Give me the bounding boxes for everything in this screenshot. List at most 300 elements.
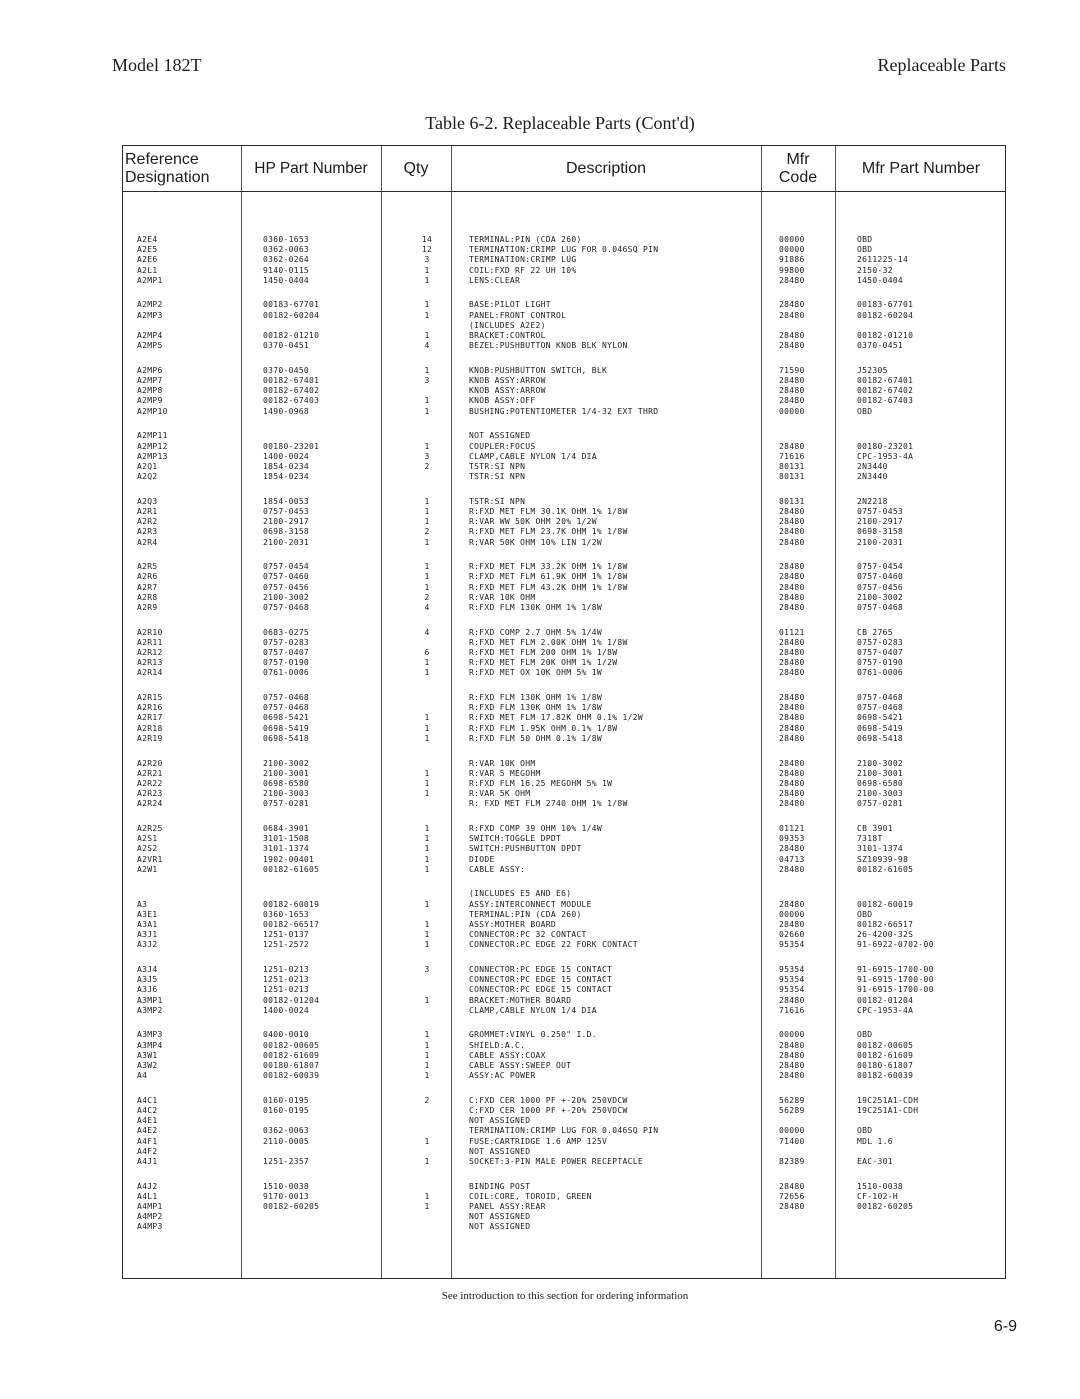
cell-mfr-part-number: 2100-2917 (857, 517, 904, 527)
cell-mfr-part-number: 0761-0006 (857, 668, 904, 678)
table-row (123, 300, 1007, 310)
table-row (123, 1212, 1007, 1222)
cell-qty: 3 (424, 451, 430, 461)
cell-mfr-part-number: 0757-0468 (857, 693, 904, 703)
table-row (123, 985, 1007, 995)
cell-description: TSTR:SI NPN (469, 496, 526, 506)
cell-mfr-part-number: 00180-61807 (857, 1061, 914, 1070)
table-row (123, 572, 1007, 582)
cell-ref-designation: A2MP1 (137, 275, 163, 285)
cell-mfr-code: 00000 (779, 1126, 805, 1136)
cell-ref-designation: A3E1 (137, 909, 158, 919)
cell-hp-part-number: 3101-1374 (263, 844, 310, 854)
cell-ref-designation: A2E4 (137, 235, 158, 244)
cell-ref-designation: A2R2 (137, 517, 158, 527)
header-hp-part-number: HP Part Number (254, 159, 368, 177)
cell-ref-designation: A4J2 (137, 1181, 158, 1191)
cell-description: R:FXD FLM 1.95K OHM 0.1% 1/8W (469, 723, 618, 733)
cell-description: NOT ASSIGNED (469, 1116, 531, 1126)
cell-ref-designation: A2R1 (137, 506, 158, 516)
cell-mfr-code: 28480 (779, 1040, 805, 1050)
cell-qty: 4 (424, 341, 430, 351)
cell-qty: 1 (424, 844, 430, 854)
cell-hp-part-number: 0698-5421 (263, 713, 310, 723)
cell-mfr-code: 28480 (779, 331, 805, 340)
cell-description: TSTR:SI NPN (469, 472, 526, 482)
cell-ref-designation: A4 (137, 1071, 148, 1081)
cell-mfr-part-number: 0757-0190 (857, 658, 904, 668)
cell-mfr-part-number: 00182-00605 (857, 1040, 914, 1050)
table-row (123, 1192, 1007, 1202)
header-mfr-code (761, 146, 835, 191)
table-row (123, 562, 1007, 572)
cell-qty: 1 (424, 789, 430, 799)
cell-hp-part-number: 0683-0275 (263, 627, 310, 637)
cell-qty: 1 (424, 562, 430, 572)
cell-mfr-part-number: 2100-3003 (857, 789, 904, 799)
table-row (123, 789, 1007, 799)
cell-description: FUSE:CARTRIDGE 1.6 AMP 125V (469, 1136, 608, 1146)
cell-description: ASSY:INTERCONNECT MODULE (469, 899, 592, 909)
cell-description: CONNECTOR:PC 32 CONTACT (469, 930, 587, 940)
cell-description: NOT ASSIGNED (469, 1222, 531, 1232)
cell-ref-designation: A4C2 (137, 1106, 158, 1116)
cell-qty: 1 (424, 506, 430, 516)
cell-ref-designation: A2R7 (137, 582, 158, 592)
cell-ref-designation: A2MP7 (137, 376, 163, 386)
cell-qty: 1 (424, 582, 430, 592)
cell-ref-designation: A3W2 (137, 1061, 158, 1070)
cell-hp-part-number: 0757-0456 (263, 582, 310, 592)
cell-hp-part-number: 0757-0407 (263, 648, 310, 657)
cell-description: CLAMP,CABLE NYLON 1/4 DIA (469, 451, 597, 461)
cell-description: R:FXD MET FLM 30.1K OHM 1% 1/8W (469, 506, 628, 516)
cell-mfr-code: 01121 (779, 627, 805, 637)
cell-mfr-code: 56289 (779, 1106, 805, 1116)
cell-mfr-part-number: OBD (857, 1030, 873, 1040)
table-body (123, 194, 1007, 1233)
cell-qty: 1 (424, 919, 430, 929)
table-row (123, 366, 1007, 376)
cell-mfr-part-number: CPC-1953-4A (857, 1005, 914, 1015)
table-row (123, 376, 1007, 386)
cell-description: BRACKET:MOTHER BOARD (469, 995, 572, 1005)
cell-qty: 1 (424, 995, 430, 1005)
cell-mfr-code: 71590 (779, 365, 805, 375)
table-row (123, 910, 1007, 920)
cell-mfr-code: 28480 (779, 441, 805, 451)
cell-ref-designation: A3MP1 (137, 995, 163, 1005)
cell-hp-part-number: 1902-00401 (263, 854, 315, 864)
cell-qty: 1 (424, 331, 430, 340)
cell-ref-designation: A2R25 (137, 823, 163, 833)
table-row (123, 638, 1007, 648)
cell-hp-part-number: 2100-3001 (263, 768, 310, 778)
table-row (123, 996, 1007, 1006)
cell-qty: 1 (424, 406, 430, 416)
row-group (123, 562, 1007, 613)
cell-mfr-code: 71616 (779, 1005, 805, 1015)
cell-hp-part-number: 00182-61609 (263, 1050, 320, 1060)
cell-mfr-part-number: 0757-0281 (857, 799, 904, 809)
cell-ref-designation: A2VR1 (137, 854, 163, 864)
cell-description: R:VAR WW 50K OHM 20% 1/2W (469, 517, 597, 527)
table-row (123, 1096, 1007, 1106)
cell-hp-part-number: 0160-0195 (263, 1106, 310, 1116)
cell-qty: 2 (424, 1095, 430, 1105)
row-group (123, 965, 1007, 1016)
cell-mfr-code: 28480 (779, 602, 805, 612)
cell-ref-designation: A2R5 (137, 562, 158, 572)
cell-mfr-part-number: 00180-23201 (857, 441, 914, 451)
cell-description: TERMINATION:CRIMP LUG (469, 255, 577, 265)
table-row (123, 1041, 1007, 1051)
table-row (123, 1006, 1007, 1016)
cell-description: R:FXD MET FLM 43.2K OHM 1% 1/8W (469, 582, 628, 592)
cell-ref-designation: A4MP2 (137, 1212, 163, 1222)
cell-mfr-code: 28480 (779, 300, 805, 310)
cell-mfr-part-number: 2N2218 (857, 496, 888, 506)
cell-ref-designation: A2MP13 (137, 451, 168, 461)
cell-hp-part-number: 0757-0468 (263, 703, 310, 713)
cell-mfr-code: 28480 (779, 637, 805, 647)
cell-ref-designation: A2R18 (137, 723, 163, 733)
cell-description: BEZEL:PUSHBUTTON KNOB BLK NYLON (469, 341, 628, 351)
cell-hp-part-number: 00182-60205 (263, 1202, 320, 1212)
cell-mfr-part-number: CB 3901 (857, 823, 893, 833)
cell-description: TERMINATION:CRIMP LUG FOR 0.046SQ PIN (469, 245, 659, 255)
section-header: Replaceable Parts (877, 55, 1006, 75)
cell-qty: 1 (424, 441, 430, 451)
cell-hp-part-number: 0370-0451 (263, 341, 310, 351)
cell-mfr-code: 01121 (779, 823, 805, 833)
cell-hp-part-number: 2100-3002 (263, 758, 310, 768)
header-qty: Qty (403, 159, 429, 177)
header-description: Description (565, 159, 647, 177)
cell-mfr-part-number: 0757-0283 (857, 637, 904, 647)
row-group (123, 889, 1007, 950)
table-row (123, 517, 1007, 527)
header-ref-line2: Designation (125, 168, 210, 186)
cell-description: R:FXD MET FLM 23.7K OHM 1% 1/8W (469, 527, 628, 537)
cell-description: R:FXD MET FLM 2.00K OHM 1% 1/8W (469, 637, 628, 647)
cell-hp-part-number: 9170-0013 (263, 1191, 310, 1201)
table-row (123, 266, 1007, 276)
cell-qty: 2 (424, 527, 430, 537)
cell-ref-designation: A2MP4 (137, 331, 163, 340)
cell-mfr-code: 28480 (779, 572, 805, 582)
cell-ref-designation: A2MP5 (137, 341, 163, 351)
cell-description: R:VAR 10K OHM (469, 758, 536, 768)
cell-mfr-part-number: OBD (857, 235, 873, 244)
cell-hp-part-number: 0757-0283 (263, 637, 310, 647)
cell-mfr-code: 00000 (779, 245, 805, 255)
cell-qty: 1 (424, 396, 430, 406)
cell-mfr-part-number: 91-6915-1700-00 (857, 975, 934, 985)
cell-mfr-part-number: 2611225-14 (857, 255, 909, 265)
cell-mfr-code: 28480 (779, 341, 805, 351)
cell-hp-part-number: 0757-0453 (263, 506, 310, 516)
table-row (123, 507, 1007, 517)
cell-qty: 1 (424, 1157, 430, 1166)
cell-description: SWITCH:PUSHBUTTON DPDT (469, 844, 582, 854)
cell-description: PANEL ASSY:REAR (469, 1202, 546, 1212)
cell-mfr-part-number: 2150-32 (857, 265, 893, 275)
table-row (123, 497, 1007, 507)
cell-mfr-code: 28480 (779, 386, 805, 396)
table-row (123, 255, 1007, 265)
cell-mfr-part-number: 1450-0404 (857, 275, 904, 285)
table-row (123, 431, 1007, 441)
cell-description: KNOB ASSY:OFF (469, 396, 536, 406)
cell-ref-designation: A2R21 (137, 768, 163, 778)
table-row (123, 472, 1007, 482)
table-row (123, 920, 1007, 930)
header-mfr-line2: Code (778, 168, 818, 186)
table-row (123, 724, 1007, 734)
cell-mfr-part-number: J52305 (857, 365, 888, 375)
cell-mfr-part-number: 00182-60019 (857, 899, 914, 909)
table-row (123, 1147, 1007, 1157)
cell-description: CLAMP,CABLE NYLON 1/4 DIA (469, 1005, 597, 1015)
row-group (123, 1182, 1007, 1233)
cell-ref-designation: A3J2 (137, 940, 158, 950)
cell-ref-designation: A4E2 (137, 1126, 158, 1136)
cell-hp-part-number: 00182-61605 (263, 864, 320, 874)
cell-mfr-code: 28480 (779, 723, 805, 733)
cell-mfr-part-number: 91-6915-1700-00 (857, 965, 934, 974)
table-row (123, 1202, 1007, 1212)
cell-mfr-part-number: 19C251A1-CDH (857, 1106, 919, 1116)
cell-ref-designation: A2R19 (137, 733, 163, 743)
cell-mfr-part-number: 00182-01210 (857, 331, 914, 340)
cell-qty: 1 (424, 1202, 430, 1212)
table-row (123, 889, 1007, 899)
cell-ref-designation: A2S1 (137, 834, 158, 844)
cell-hp-part-number: 1251-0213 (263, 965, 310, 974)
cell-qty: 1 (424, 668, 430, 678)
cell-qty: 3 (424, 965, 430, 974)
table-row (123, 1222, 1007, 1232)
cell-hp-part-number: 00182-67403 (263, 396, 320, 406)
cell-description: NOT ASSIGNED (469, 1146, 531, 1156)
cell-mfr-part-number: 0698-6580 (857, 778, 904, 788)
table-row (123, 311, 1007, 321)
table-row (123, 1071, 1007, 1081)
cell-hp-part-number: 1251-0213 (263, 975, 310, 985)
row-group (123, 300, 1007, 351)
cell-hp-part-number: 1854-0053 (263, 496, 310, 506)
cell-description: NOT ASSIGNED (469, 1212, 531, 1222)
cell-mfr-code: 28480 (779, 592, 805, 602)
cell-qty: 3 (424, 376, 430, 386)
table-row (123, 900, 1007, 910)
cell-ref-designation: A2R4 (137, 537, 158, 547)
cell-qty: 1 (424, 940, 430, 950)
cell-ref-designation: A2R3 (137, 527, 158, 537)
cell-mfr-code: 95354 (779, 975, 805, 985)
cell-ref-designation: A2Q2 (137, 472, 158, 482)
cell-mfr-code: 56289 (779, 1095, 805, 1105)
cell-mfr-code: 28480 (779, 789, 805, 799)
cell-description: GROMMET:VINYL 0.250" I.D. (469, 1030, 597, 1040)
table-row (123, 407, 1007, 417)
cell-description: CONNECTOR:PC EDGE 15 CONTACT (469, 975, 613, 985)
cell-description: R:VAR 5 MEGOHM (469, 768, 541, 778)
cell-ref-designation: A2MP10 (137, 406, 168, 416)
cell-description: R:FXD MET OX 10K OHM 5% 1W (469, 668, 603, 678)
cell-qty: 1 (424, 930, 430, 940)
cell-ref-designation: A4L1 (137, 1191, 158, 1201)
cell-mfr-code: 28480 (779, 799, 805, 809)
table-row (123, 975, 1007, 985)
cell-ref-designation: A3A1 (137, 919, 158, 929)
cell-mfr-code: 28480 (779, 1050, 805, 1060)
cell-ref-designation: A2R10 (137, 627, 163, 637)
cell-mfr-code: 28480 (779, 919, 805, 929)
cell-qty: 1 (424, 834, 430, 844)
cell-hp-part-number: 1251-0213 (263, 985, 310, 995)
cell-description: SHIELD:A.C. (469, 1040, 526, 1050)
cell-mfr-code: 28480 (779, 648, 805, 657)
table-row (123, 527, 1007, 537)
cell-ref-designation: A2R22 (137, 778, 163, 788)
header-reference-designation (123, 146, 243, 191)
cell-qty: 2 (424, 592, 430, 602)
cell-mfr-code: 00000 (779, 406, 805, 416)
cell-qty: 12 (421, 245, 433, 255)
cell-mfr-part-number: 00182-61609 (857, 1050, 914, 1060)
cell-ref-designation: A2S2 (137, 844, 158, 854)
cell-mfr-part-number: 0370-0451 (857, 341, 904, 351)
row-group (123, 235, 1007, 286)
cell-mfr-part-number: 0698-5419 (857, 723, 904, 733)
cell-mfr-part-number: 0757-0407 (857, 648, 904, 657)
table-row (123, 245, 1007, 255)
cell-hp-part-number: 00182-60019 (263, 899, 320, 909)
cell-mfr-code: 28480 (779, 899, 805, 909)
cell-description: KNOB:PUSHBUTTON SWITCH, BLK (469, 365, 608, 375)
cell-ref-designation: A3MP3 (137, 1030, 163, 1040)
cell-hp-part-number: 00182-67402 (263, 386, 320, 396)
cell-mfr-code: 95354 (779, 965, 805, 974)
cell-hp-part-number: 2100-2917 (263, 517, 310, 527)
cell-mfr-part-number: 7318T (857, 834, 883, 844)
table-row (123, 235, 1007, 245)
cell-mfr-code: 28480 (779, 506, 805, 516)
cell-mfr-part-number: 0757-0460 (857, 572, 904, 582)
table-row (123, 341, 1007, 351)
cell-description: R:FXD COMP 2.7 OHM 5% 1/4W (469, 627, 603, 637)
cell-mfr-part-number: MDL 1.6 (857, 1136, 893, 1146)
cell-ref-designation: A2R23 (137, 789, 163, 799)
cell-mfr-code: 28480 (779, 582, 805, 592)
cell-ref-designation: A4MP1 (137, 1202, 163, 1212)
cell-mfr-part-number: 00182-60205 (857, 1202, 914, 1212)
ordering-note: See introduction to this section for ordering information (441, 1290, 689, 1302)
cell-mfr-part-number: 0757-0456 (857, 582, 904, 592)
cell-description: NOT ASSIGNED (469, 431, 531, 441)
cell-hp-part-number: 1490-0968 (263, 406, 310, 416)
cell-ref-designation: A2R9 (137, 602, 158, 612)
cell-hp-part-number: 0362-0063 (263, 245, 310, 255)
cell-mfr-part-number: 2N3440 (857, 461, 888, 471)
cell-hp-part-number: 0684-3901 (263, 823, 310, 833)
table-row (123, 734, 1007, 744)
cell-qty: 1 (424, 1050, 430, 1060)
table-row (123, 1061, 1007, 1071)
cell-description: R:FXD FLM 50 OHM 0.1% 1/8W (469, 733, 603, 743)
cell-description: CABLE ASSY:SWEEP OUT (469, 1061, 572, 1070)
cell-description: R:VAR 50K OHM 10% LIN 1/2W (469, 537, 603, 547)
cell-hp-part-number: 1400-0024 (263, 1005, 310, 1015)
table-row (123, 1182, 1007, 1192)
cell-hp-part-number: 00182-01204 (263, 995, 320, 1005)
table-row (123, 583, 1007, 593)
table-row (123, 331, 1007, 341)
cell-ref-designation: A2R12 (137, 648, 163, 657)
cell-mfr-part-number: 00182-01204 (857, 995, 914, 1005)
cell-hp-part-number: 00182-60204 (263, 310, 320, 320)
cell-qty: 1 (424, 300, 430, 310)
cell-hp-part-number: 0362-0264 (263, 255, 310, 265)
cell-mfr-code: 28480 (779, 844, 805, 854)
cell-hp-part-number: 1854-0234 (263, 472, 310, 482)
cell-description: KNOB ASSY:ARROW (469, 386, 546, 396)
cell-ref-designation: A2W1 (137, 864, 158, 874)
cell-ref-designation: A2Q3 (137, 496, 158, 506)
cell-description: BRACKET:CONTROL (469, 331, 546, 340)
cell-ref-designation: A2MP11 (137, 431, 168, 441)
cell-ref-designation: A2MP12 (137, 441, 168, 451)
cell-mfr-part-number: 0698-5421 (857, 713, 904, 723)
cell-ref-designation: A2MP3 (137, 310, 163, 320)
cell-hp-part-number: 0757-0454 (263, 562, 310, 572)
cell-mfr-code: 91886 (779, 255, 805, 265)
cell-description: R: FXD MET FLM 2740 OHM 1% 1/8W (469, 799, 628, 809)
row-group (123, 1030, 1007, 1081)
cell-description: BASE:PILOT LIGHT (469, 300, 551, 310)
cell-hp-part-number: 1400-0024 (263, 451, 310, 461)
cell-qty: 1 (424, 1061, 430, 1070)
cell-mfr-part-number: 0757-0468 (857, 602, 904, 612)
cell-description: ASSY:AC POWER (469, 1071, 536, 1081)
cell-mfr-part-number: 91-6915-1700-00 (857, 985, 934, 995)
cell-qty: 1 (424, 713, 430, 723)
table-row (123, 593, 1007, 603)
cell-hp-part-number: 00182-01210 (263, 331, 320, 340)
cell-mfr-code: 82389 (779, 1157, 805, 1166)
table-row (123, 396, 1007, 406)
cell-description: R:VAR 5K OHM (469, 789, 531, 799)
table-row (123, 799, 1007, 809)
cell-hp-part-number: 2100-3003 (263, 789, 310, 799)
cell-description: BUSHING:POTENTIOMETER 1/4-32 EXT THRD (469, 406, 659, 416)
cell-mfr-part-number: 00182-60204 (857, 310, 914, 320)
cell-qty: 1 (424, 658, 430, 668)
cell-ref-designation: A3MP4 (137, 1040, 163, 1050)
cell-description: CONNECTOR:PC EDGE 22 FORK CONTACT (469, 940, 638, 950)
cell-mfr-part-number: EAC-301 (857, 1157, 893, 1166)
cell-mfr-part-number: 3101-1374 (857, 844, 904, 854)
cell-hp-part-number: 0362-0063 (263, 1126, 310, 1136)
cell-hp-part-number: 1854-0234 (263, 461, 310, 471)
cell-mfr-part-number: CPC-1953-4A (857, 451, 914, 461)
cell-qty: 2 (424, 461, 430, 471)
cell-mfr-part-number: 0757-0453 (857, 506, 904, 516)
cell-hp-part-number: 0698-3158 (263, 527, 310, 537)
cell-qty: 1 (424, 537, 430, 547)
